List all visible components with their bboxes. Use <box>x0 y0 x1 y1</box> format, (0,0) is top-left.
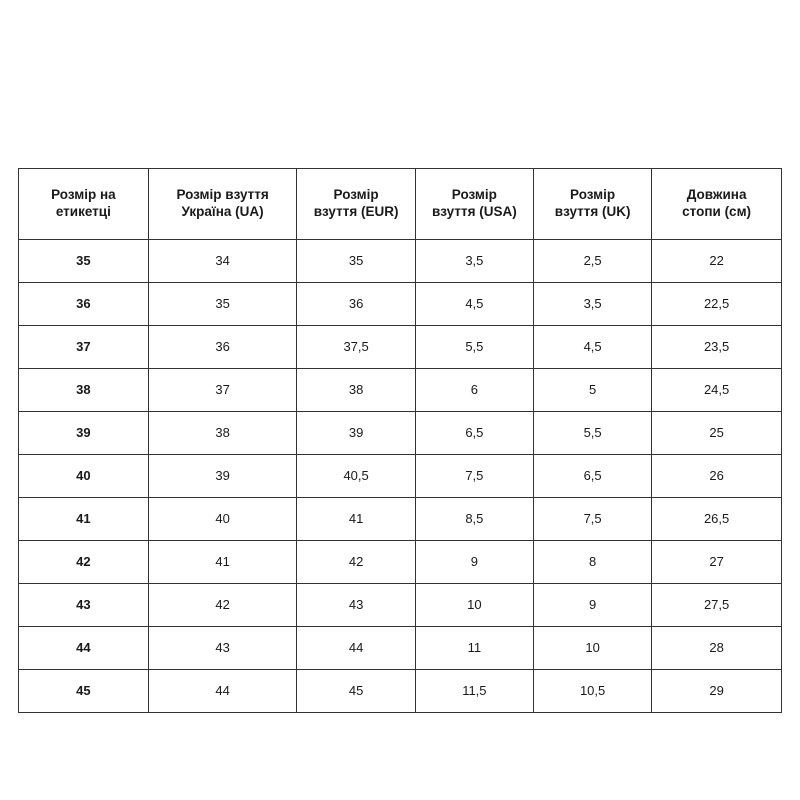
table-row <box>19 627 782 670</box>
cell-uk-size: 7,5 <box>533 498 651 541</box>
header-line-2: взуття (UK) <box>554 204 631 219</box>
header-line-1: Розмір взуття <box>176 187 269 203</box>
cell-usa-size: 9 <box>415 541 533 584</box>
cell-foot-length: 26,5 <box>652 498 782 541</box>
cell-uk-size: 5,5 <box>533 412 651 455</box>
cell-label-size: 41 <box>19 498 149 541</box>
cell-foot-length: 26 <box>652 455 782 498</box>
cell-ua-size: 44 <box>148 670 297 713</box>
cell-ua-size: 35 <box>148 283 297 326</box>
cell-eur-size: 45 <box>297 670 415 713</box>
cell-uk-size: 5 <box>533 369 651 412</box>
cell-usa-size: 8,5 <box>415 498 533 541</box>
cell-foot-length: 22 <box>652 240 782 283</box>
header-line-2: взуття (EUR) <box>313 204 399 219</box>
column-header-label-size <box>19 169 149 240</box>
cell-usa-size: 10 <box>415 584 533 627</box>
cell-uk-size: 6,5 <box>533 455 651 498</box>
cell-usa-size: 6,5 <box>415 412 533 455</box>
table-row <box>19 498 782 541</box>
cell-label-size: 40 <box>19 455 149 498</box>
header-line-2: стопи (см) <box>682 204 752 219</box>
cell-foot-length: 25 <box>652 412 782 455</box>
cell-ua-size: 37 <box>148 369 297 412</box>
cell-usa-size: 7,5 <box>415 455 533 498</box>
header-line-2: взуття (USA) <box>432 204 517 219</box>
cell-uk-size: 9 <box>533 584 651 627</box>
table-header <box>19 169 782 240</box>
cell-uk-size: 2,5 <box>533 240 651 283</box>
cell-eur-size: 43 <box>297 584 415 627</box>
cell-label-size: 35 <box>19 240 149 283</box>
table-row <box>19 412 782 455</box>
column-header-ua-size <box>148 169 297 240</box>
cell-label-size: 36 <box>19 283 149 326</box>
table-row <box>19 240 782 283</box>
cell-foot-length: 23,5 <box>652 326 782 369</box>
cell-foot-length: 24,5 <box>652 369 782 412</box>
cell-ua-size: 38 <box>148 412 297 455</box>
cell-eur-size: 36 <box>297 283 415 326</box>
cell-foot-length: 29 <box>652 670 782 713</box>
column-header-foot-length <box>652 169 782 240</box>
cell-usa-size: 4,5 <box>415 283 533 326</box>
cell-foot-length: 22,5 <box>652 283 782 326</box>
cell-eur-size: 39 <box>297 412 415 455</box>
cell-usa-size: 11,5 <box>415 670 533 713</box>
header-line-1: Розмір на <box>51 187 116 203</box>
cell-label-size: 42 <box>19 541 149 584</box>
header-line-1: Довжина <box>686 187 747 203</box>
cell-usa-size: 11 <box>415 627 533 670</box>
table-row <box>19 541 782 584</box>
cell-eur-size: 41 <box>297 498 415 541</box>
cell-eur-size: 42 <box>297 541 415 584</box>
cell-uk-size: 3,5 <box>533 283 651 326</box>
cell-eur-size: 35 <box>297 240 415 283</box>
cell-uk-size: 4,5 <box>533 326 651 369</box>
header-line-2: етикетці <box>55 204 111 219</box>
cell-foot-length: 27,5 <box>652 584 782 627</box>
cell-ua-size: 43 <box>148 627 297 670</box>
header-line-1: Розмір <box>333 187 379 203</box>
cell-ua-size: 36 <box>148 326 297 369</box>
size-chart-container <box>18 168 782 713</box>
shoe-size-table <box>18 168 782 713</box>
cell-usa-size: 3,5 <box>415 240 533 283</box>
cell-eur-size: 37,5 <box>297 326 415 369</box>
header-line-1: Розмір <box>451 187 497 203</box>
column-header-usa-size <box>415 169 533 240</box>
cell-eur-size: 38 <box>297 369 415 412</box>
cell-usa-size: 6 <box>415 369 533 412</box>
cell-ua-size: 41 <box>148 541 297 584</box>
cell-uk-size: 10 <box>533 627 651 670</box>
header-line-1: Розмір <box>570 187 616 203</box>
cell-ua-size: 34 <box>148 240 297 283</box>
table-row <box>19 326 782 369</box>
table-header-row <box>19 169 782 240</box>
column-header-uk-size <box>533 169 651 240</box>
cell-label-size: 39 <box>19 412 149 455</box>
cell-label-size: 37 <box>19 326 149 369</box>
table-row <box>19 584 782 627</box>
cell-foot-length: 27 <box>652 541 782 584</box>
header-line-2: Україна (UA) <box>181 204 264 219</box>
table-row <box>19 283 782 326</box>
cell-uk-size: 8 <box>533 541 651 584</box>
table-row <box>19 670 782 713</box>
cell-eur-size: 40,5 <box>297 455 415 498</box>
cell-label-size: 44 <box>19 627 149 670</box>
cell-label-size: 38 <box>19 369 149 412</box>
cell-label-size: 43 <box>19 584 149 627</box>
cell-eur-size: 44 <box>297 627 415 670</box>
cell-foot-length: 28 <box>652 627 782 670</box>
cell-ua-size: 42 <box>148 584 297 627</box>
table-row <box>19 455 782 498</box>
cell-label-size: 45 <box>19 670 149 713</box>
cell-ua-size: 39 <box>148 455 297 498</box>
cell-usa-size: 5,5 <box>415 326 533 369</box>
column-header-eur-size <box>297 169 415 240</box>
cell-ua-size: 40 <box>148 498 297 541</box>
cell-uk-size: 10,5 <box>533 670 651 713</box>
table-row <box>19 369 782 412</box>
table-body <box>19 240 782 713</box>
